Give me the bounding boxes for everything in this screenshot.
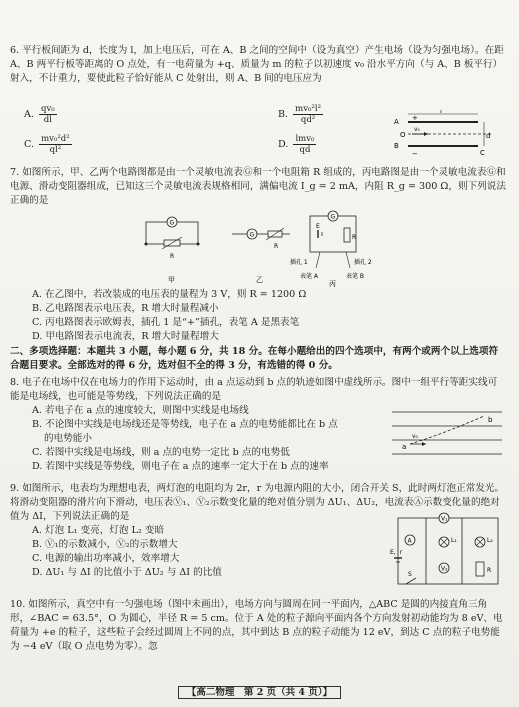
option-9c: C. 电源的输出功率减小，效率增大: [32, 552, 180, 564]
fraction: $\frac{\text{mv₀²l²}}{\text{qd²}}$: [295, 104, 321, 125]
svg-text:G: G: [249, 231, 255, 239]
point-o-label: O: [400, 131, 406, 139]
point-b-label: b: [488, 416, 493, 424]
option-6b: B. $\frac{\text{mv₀²l²}}{\text{qd²}}$: [278, 104, 321, 125]
label-pen-b: 表笔 B: [346, 273, 365, 280]
question-9-stem: 9. 如图所示，电表均为理想电表，两灯泡的电阻均为 2r，r 为电源内阻的大小，闭合开关 S，此时两灯泡正常发光。将滑动变阻器的滑片向下滑动，电压表Ⓥ₁、Ⓥ₂示数变化量的绝对值分别为 ΔU₁、ΔU₂，电流表Ⓐ示数变化量的绝对值为 ΔI，下列说法正确的是: [10, 483, 505, 522]
svg-text:R: R: [487, 567, 492, 574]
svg-text:V₂: V₂: [441, 565, 448, 573]
trajectory-figure: [388, 404, 506, 462]
option-6a: A. $\frac{\text{qv₀}}{dl}$: [24, 104, 55, 125]
plate-b-label: B: [394, 142, 399, 150]
question-10-stem: 10. 如图所示，真空中有一匀强电场（图中未画出），电场方向与圆周在同一平面内，△ABC 是圆的内接直角三角形，∠BAC = 63.5°，O 为圆心，半径 R = 5 cm。位于 A 处的粒子源向平面内各个方向发射初动能均为 8 eV、电荷量为 +e 的粒子，这些粒子会经过圆周上不同的点，其中到达 B 点的粒子动能为 12 eV，到达 C 点的粒子电势能为 −4 eV（取 O 点电势为零）。忽: [10, 599, 503, 652]
option-7a: A. 在乙图中，若改装成的电压表的量程为 3 V，则 R = 1200 Ω: [32, 289, 307, 300]
plate-a-label: A: [394, 118, 399, 126]
svg-text:E，r: E，r: [390, 549, 403, 556]
point-a-label: a: [402, 443, 407, 451]
circuit-figures-jia-yi-bing: [140, 206, 390, 288]
velocity-label: v₀: [412, 433, 418, 440]
svg-text:L₂: L₂: [487, 537, 493, 544]
question-7: [10, 166, 506, 208]
option-8c: C. 若图中实线是电场线，则 a 点的电势一定比 b 点的电势低: [32, 446, 290, 458]
label-jia: 甲: [168, 276, 175, 284]
point-c-label: C: [480, 149, 485, 157]
question-9-options: [10, 524, 390, 580]
velocity-label: v₀: [414, 126, 420, 133]
parallel-plates-figure: [392, 110, 502, 160]
footer-text: 【高二物理 第 2 页（共 4 页）】: [178, 686, 341, 699]
svg-text:G: G: [169, 219, 175, 227]
label-hole-2: 插孔 2: [354, 259, 372, 266]
option-6c: C. $\frac{\text{mv₀²d²}}{\text{ql²}}$: [24, 134, 70, 155]
question-8: [10, 376, 506, 404]
option-8b-line2: 的电势能小: [44, 432, 92, 444]
section-2-header: [10, 345, 506, 373]
question-7-options: [10, 288, 506, 344]
option-8a: A. 若电子在 a 点的速度较大，则图中实线是电场线: [32, 405, 249, 416]
option-6d: D. $\frac{\text{lmv₀}}{qd}$: [278, 134, 315, 155]
option-7d: D. 甲电路图表示电流表，R 增大时量程增大: [32, 330, 219, 342]
lamp-circuit-figure: [390, 510, 506, 592]
svg-text:R: R: [170, 253, 175, 260]
fraction: $\frac{\text{lmv₀}}{qd}$: [295, 134, 315, 155]
svg-text:G: G: [330, 213, 336, 221]
svg-text:L₁: L₁: [451, 537, 457, 544]
label-yi: 乙: [256, 276, 263, 284]
svg-text:R: R: [352, 234, 357, 241]
option-8b-line1: B. 不论图中实线是电场线还是等势线，电子在 a 点的电势能都比在 b 点: [32, 418, 338, 430]
page-footer: [0, 686, 519, 700]
plus-sign: +: [412, 114, 418, 122]
svg-text:A: A: [407, 537, 412, 545]
fraction: $\frac{\text{mv₀²d²}}{\text{ql²}}$: [41, 134, 70, 155]
svg-text:E: E: [316, 223, 320, 230]
svg-text:R: R: [274, 243, 279, 250]
plate-length-label: l: [440, 110, 442, 115]
svg-text:V₁: V₁: [441, 515, 448, 523]
fraction: $\frac{\text{qv₀}}{dl}$: [41, 104, 55, 125]
label-pen-a: 表笔 A: [300, 273, 319, 280]
option-8d: D. 若图中实线是等势线，则电子在 a 点的速率一定大于在 b 点的速率: [32, 460, 329, 472]
question-7-stem: 7. 如图所示，甲、乙两个电路图都是由一个灵敏电流表Ⓖ和一个电阻箱 R 组成的，丙电路图是由一个灵敏电流表Ⓖ和电源、滑动变阻器组成，已知这三个灵敏电流表规格相同，满偏电流 I_g = 2 mA，内阻 R_g = 300 Ω，则下列说法正确的是: [10, 167, 506, 206]
option-9a: A. 灯泡 L₁ 变亮，灯泡 L₂ 变暗: [32, 525, 165, 536]
svg-text:S: S: [408, 571, 412, 578]
option-7c: C. 丙电路图表示欧姆表，插孔 1 是“+”插孔，表笔 A 是黑表笔: [32, 316, 300, 328]
option-7b: B. 乙电路图表示电压表，R 增大时量程减小: [32, 302, 219, 314]
question-10: [10, 598, 506, 654]
option-9b: B. Ⓥ₁的示数减小，Ⓥ₂的示数增大: [32, 538, 178, 550]
label-bing: 丙: [329, 280, 336, 288]
label-hole-1: 插孔 1: [290, 259, 308, 266]
plate-gap-label: d: [486, 132, 491, 140]
question-8-stem: 8. 电子在电场中仅在电场力的作用下运动时，由 a 点运动到 b 点的轨迹如图中虚线所示。图中一组平行等距实线可能是电场线，也可能是等势线，下列说法正确的是: [10, 377, 498, 402]
question-6-stem: 6. 平行板间距为 d，长度为 l，加上电压后，可在 A、B 之间的空间中（设为真空）产生电场（设为匀强电场）。在距 A、B 两平行板等距离的 O 点处，有一电荷量为 +q、质量为 m 的粒子以初速度 v₀ 沿水平方向（与 A、B 板平行）射入，不计重力，要使此粒子恰好能从 C 处射出，则 A、B 间的电压应为: [10, 45, 504, 84]
question-8-options: [10, 404, 370, 474]
question-6: [10, 44, 506, 86]
option-9d: D. ΔU₁ 与 ΔI 的比值小于 ΔU₂ 与 ΔI 的比值: [32, 566, 222, 578]
section-2-text: 二、多项选择题：本题共 3 小题，每小题 6 分，共 18 分。在每小题给出的四个选项中，有两个或两个以上选项符合题目要求。全部选对的得 6 分，选对但不全的得 3 分，有选错的得 0 分。: [10, 346, 499, 371]
minus-sign: −: [412, 150, 418, 158]
